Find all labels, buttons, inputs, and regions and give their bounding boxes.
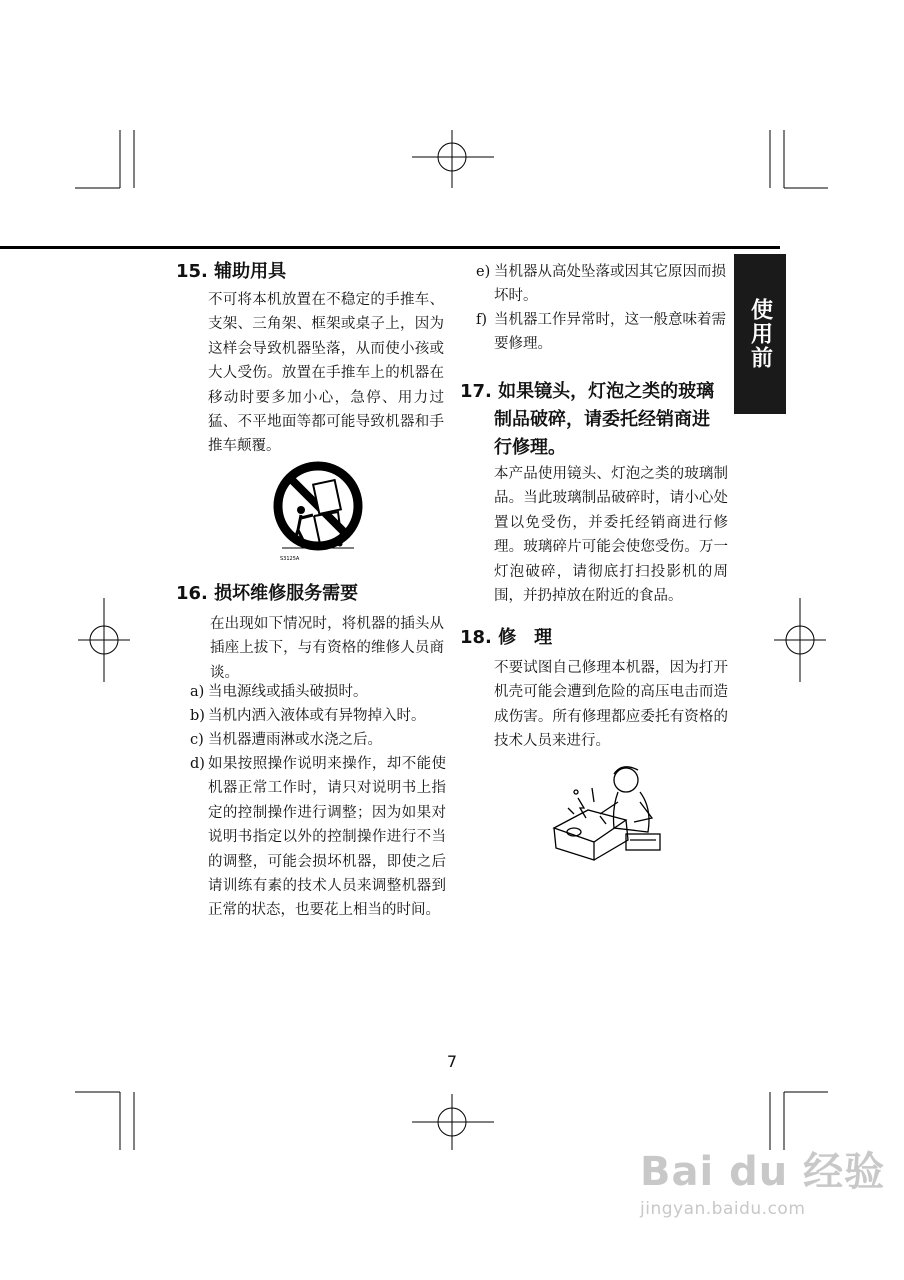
section-side-tab xyxy=(734,254,786,414)
section-17-title-line: 17. 如果镜头，灯泡之类的玻璃 xyxy=(460,381,715,402)
list-item xyxy=(190,680,446,704)
watermark xyxy=(640,1140,885,1219)
list-item xyxy=(190,728,446,752)
list-item xyxy=(476,260,726,309)
list-item xyxy=(476,308,726,357)
item-marker: b) xyxy=(190,708,205,724)
side-tab-label: 使用前 xyxy=(747,298,773,370)
item-text: 当机器工作异常时，这一般意味着需要修理。 xyxy=(494,312,726,353)
figure-code: S3125A xyxy=(280,556,300,562)
item-marker: f) xyxy=(476,312,488,328)
section-18-body: 不要试图自己修理本机器，因为打开机壳可能会遭到危险的高压电击而造成伤害。所有修理都应委托有资格的技术人员来进行。 xyxy=(494,660,728,750)
header-rule xyxy=(0,246,780,249)
item-text: 当机器遭雨淋或水浇之后。 xyxy=(208,732,382,748)
list-item xyxy=(190,704,446,728)
section-17-title-line: 行修理。 xyxy=(494,437,566,458)
section-16-intro: 在出现如下情况时，将机器的插头从插座上拔下，与有资格的维修人员商谈。 xyxy=(210,616,444,681)
section-17-body: 本产品使用镜头、灯泡之类的玻璃制品。当此玻璃制品破碎时，请小心处置以免受伤，并委托经销商进行修理。玻璃碎片可能会使您受伤。万一灯泡破碎，请彻底打扫投影机的周围，并扔掉放在附近的食品。 xyxy=(494,466,728,605)
item-marker: d) xyxy=(190,756,205,772)
cart-warning-figure xyxy=(268,460,378,564)
list-item xyxy=(190,752,446,923)
item-text: 当电源线或插头破损时。 xyxy=(208,684,368,700)
section-16-title: 16. 损坏维修服务需要 xyxy=(176,583,359,604)
section-18-title: 18. 修 理 xyxy=(460,627,553,648)
repair-hazard-illustration xyxy=(548,758,668,862)
item-marker: a) xyxy=(190,684,205,700)
watermark-brand: Bai du 经验 xyxy=(640,1149,886,1195)
item-marker: c) xyxy=(190,732,204,748)
item-text: 当机内洒入液体或有异物掉入时。 xyxy=(208,708,426,724)
item-marker: e) xyxy=(476,264,491,280)
section-17-title xyxy=(460,378,730,462)
section-15-body: 不可将本机放置在不稳定的手推车、支架、三角架、框架或桌子上，因为这样会导致机器坠落，从而使小孩或大人受伤。放置在手推车上的机器在移动时要多加小心，急停、用力过猛、不平地面等都可能导致机器和手推车颠覆。 xyxy=(208,292,444,455)
item-text: 如果按照操作说明来操作，却不能使机器正常工作时，请只对说明书上指定的控制操作进行调整；因为如果对说明书指定以外的控制操作进行不当的调整，可能会损坏机器，即使之后请训练有素的技术人员来调整机器到正常的状态，也要花上相当的时间。 xyxy=(208,756,446,919)
section-15-title: 15. 辅助用具 xyxy=(176,261,287,282)
watermark-url: jingyan.baidu.com xyxy=(640,1199,806,1219)
page-number: 7 xyxy=(446,1052,458,1071)
item-text: 当机器从高处坠落或因其它原因而损坏时。 xyxy=(494,264,726,305)
section-17-title-line: 制品破碎，请委托经销商进 xyxy=(494,409,710,430)
